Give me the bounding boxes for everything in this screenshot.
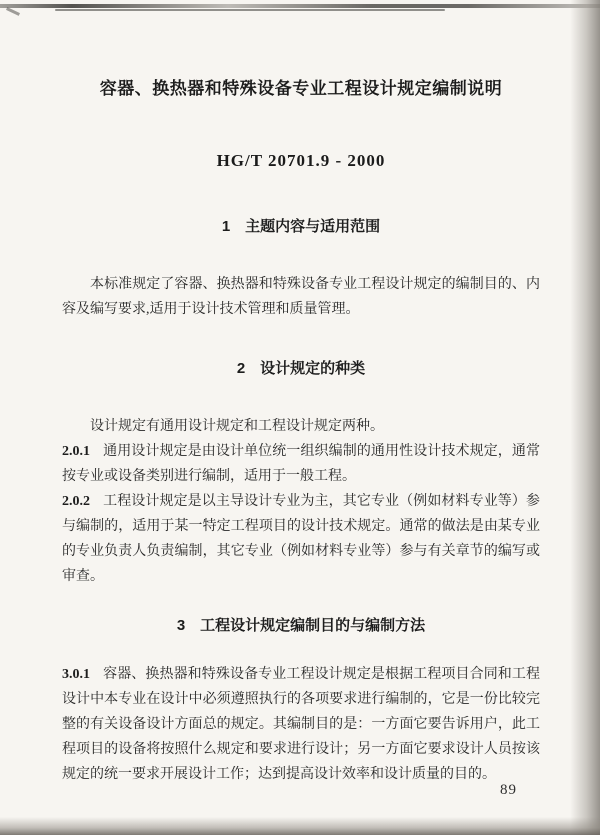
standard-number: HG/T 20701.9 - 2000 [216,151,386,170]
clause-2-0-2 [62,489,540,589]
section-2-intro: 设计规定有通用设计规定和工程设计规定两种。 [90,419,384,434]
section-1-paragraph: 本标准规定了容器、换热器和特殊设备专业工程设计规定的编制目的、内容及编写要求,适用于设计技术管理和质量管理。 [62,277,540,317]
clause-2-0-1-number: 2.0.1 [62,444,90,459]
document-content [62,0,540,787]
clause-3-0-1-number: 3.0.1 [62,667,90,682]
section-1-heading: 1 主题内容与适用范围 [221,218,381,235]
clause-2-0-1-text: 通用设计规定是由设计单位统一组织编制的通用性设计技术规定，通常按专业或设备类别进行编制，适用于一般工程。 [62,444,540,484]
document-title: 容器、换热器和特殊设备专业工程设计规定编制说明 [99,79,503,98]
section-2-heading: 2 设计规定的种类 [236,360,366,377]
clause-3-0-1 [62,662,540,787]
clause-2-0-2-text: 工程设计规定是以主导设计专业为主，其它专业（例如材料专业等）参与编制的，适用于某一特定工程项目的设计技术规定。通常的做法是由某专业的专业负责人负责编制，其它专业（例如材料专业等）参与有关章节的编写或审查。 [62,494,540,584]
section-3-heading: 3 工程设计规定编制目的与编制方法 [176,617,426,634]
clause-3-0-1-text: 容器、换热器和特殊设备专业工程设计规定是根据工程项目合同和工程设计中本专业在设计中必须遵照执行的各项要求进行编制的，它是一份比较完整的有关设备设计方面总的规定。其编制目的是：一方面它要告诉用户，此工程项目的设备将按照什么规定和要求进行设计；另一方面它要求设计人员按该规定的统一要求开展设计工作；达到提高设计效率和设计质量的目的。 [62,667,540,782]
scan-artifact-corner-mark [6,7,20,16]
clause-2-0-1 [62,439,540,489]
page-number: 89 [500,782,517,798]
scan-artifact-right-shadow [570,0,600,835]
scan-artifact-bottom-shadow [0,817,600,835]
clause-2-0-2-number: 2.0.2 [62,494,90,509]
